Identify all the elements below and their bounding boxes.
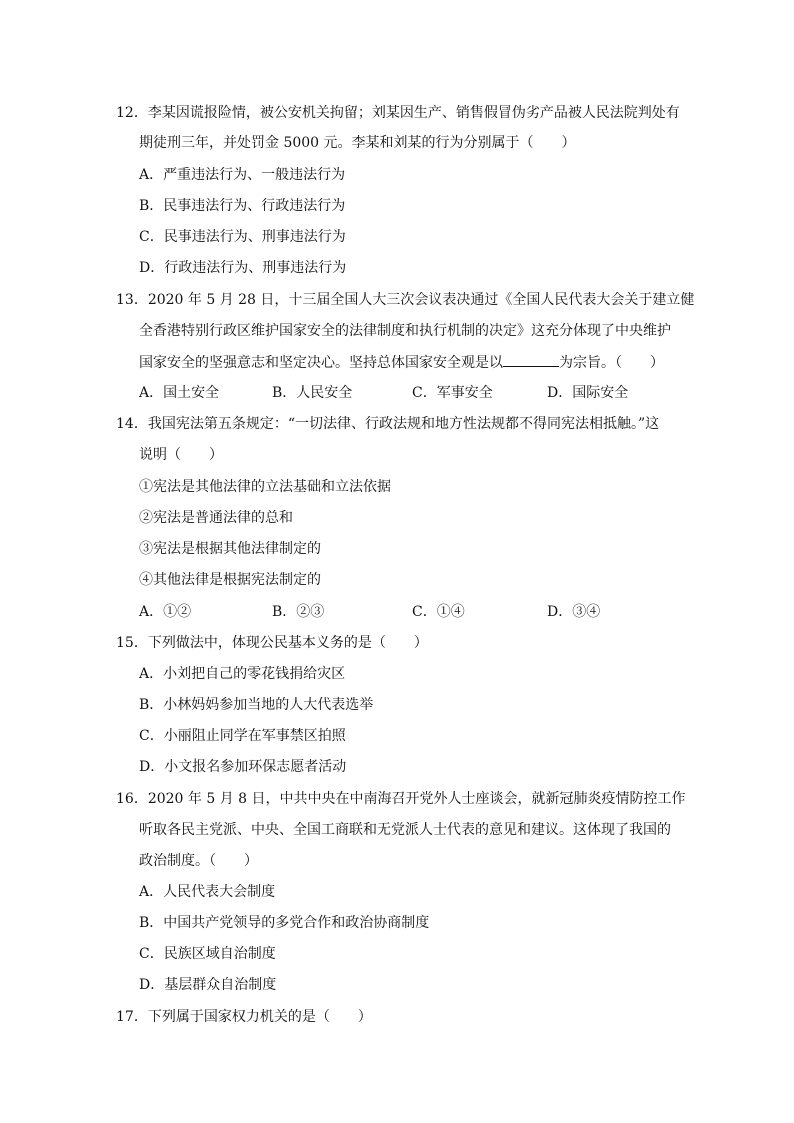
question-12-stem-line-2: 期徒刑三年，并处罚金 5000 元。李某和刘某的行为分别属于（ ） (139, 135, 576, 151)
question-13-stem-line-1: 13．2020 年 5 月 28 日，十三届全国人大三次会议表决通过《全国人民代表大会关于建立健 (116, 292, 695, 308)
question-14-statement-2: ②宪法是普通法律的总和 (139, 510, 293, 526)
question-14-statement-3: ③宪法是根据其他法律制定的 (139, 541, 321, 557)
question-14-option-a[interactable]: A．①② (139, 604, 192, 620)
answer-blank (503, 352, 559, 367)
question-13-option-c[interactable]: C．军事安全 (412, 385, 493, 401)
question-14-option-c[interactable]: C．①④ (412, 604, 465, 620)
question-14-statement-1: ①宪法是其他法律的立法基础和立法依据 (139, 479, 391, 495)
question-16-option-a[interactable]: A．人民代表大会制度 (139, 884, 276, 900)
question-16-stem-line-1: 16．2020 年 5 月 8 日，中共中央在中南海召开党外人士座谈会，就新冠肺炎疫情防控工作 (116, 791, 686, 807)
question-17-stem-line-1: 17．下列属于国家权力机关的是（ ） (116, 1009, 372, 1025)
question-15-option-b[interactable]: B．小林妈妈参加当地的人大代表选举 (139, 697, 374, 713)
question-16-option-d[interactable]: D．基层群众自治制度 (139, 977, 277, 993)
question-16-option-b[interactable]: B．中国共产党领导的多党合作和政治协商制度 (139, 915, 430, 931)
question-14-stem-line-2: 说明（ ） (139, 447, 223, 463)
question-14-statement-4: ④其他法律是根据宪法制定的 (139, 572, 321, 588)
question-12-option-c[interactable]: C．民事违法行为、刑事违法行为 (139, 229, 346, 245)
question-16-stem-line-3: 政治制度。（ ） (139, 853, 258, 869)
question-16-option-c[interactable]: C．民族区域自治制度 (139, 946, 276, 962)
question-16-stem-line-2: 听取各民主党派、中央、全国工商联和无党派人士代表的意见和建议。这体现了我国的 (139, 822, 671, 838)
question-12-option-a[interactable]: A．严重违法行为、一般违法行为 (139, 167, 346, 183)
question-15-option-a[interactable]: A．小刘把自己的零花钱捐给灾区 (139, 666, 346, 682)
question-13-stem-line-3 (139, 352, 664, 373)
question-13-option-a[interactable]: A．国土安全 (139, 385, 220, 401)
question-14-option-d[interactable]: D．③④ (547, 604, 601, 620)
question-13-stem-text-after-blank: 为宗旨。（ ） (559, 355, 664, 371)
question-15-option-d[interactable]: D．小文报名参加环保志愿者活动 (139, 759, 347, 775)
question-13-stem-line-2: 全香港特别行政区维护国家安全的法律制度和执行机制的决定》这充分体现了中央维护 (139, 323, 671, 339)
question-12-option-b[interactable]: B．民事违法行为、行政违法行为 (139, 198, 346, 214)
question-12-stem-line-1: 12．李某因谎报险情，被公安机关拘留；刘某因生产、销售假冒伪劣产品被人民法院判处有 (116, 105, 680, 121)
question-15-stem-line-1: 15．下列做法中，体现公民基本义务的是（ ） (116, 635, 428, 651)
question-13-option-b[interactable]: B．人民安全 (272, 385, 353, 401)
question-14-option-b[interactable]: B．②③ (272, 604, 325, 620)
question-15-option-c[interactable]: C．小丽阻止同学在军事禁区拍照 (139, 728, 346, 744)
question-12-option-d[interactable]: D．行政违法行为、刑事违法行为 (139, 260, 347, 276)
question-14-stem-line-1: 14．我国宪法第五条规定：“一切法律、行政法规和地方性法规都不得同宪法相抵触。”这 (116, 416, 660, 432)
question-13-option-d[interactable]: D．国际安全 (547, 385, 629, 401)
question-13-stem-text-before-blank: 国家安全的坚强意志和坚定决心。坚持总体国家安全观是以 (139, 355, 503, 371)
